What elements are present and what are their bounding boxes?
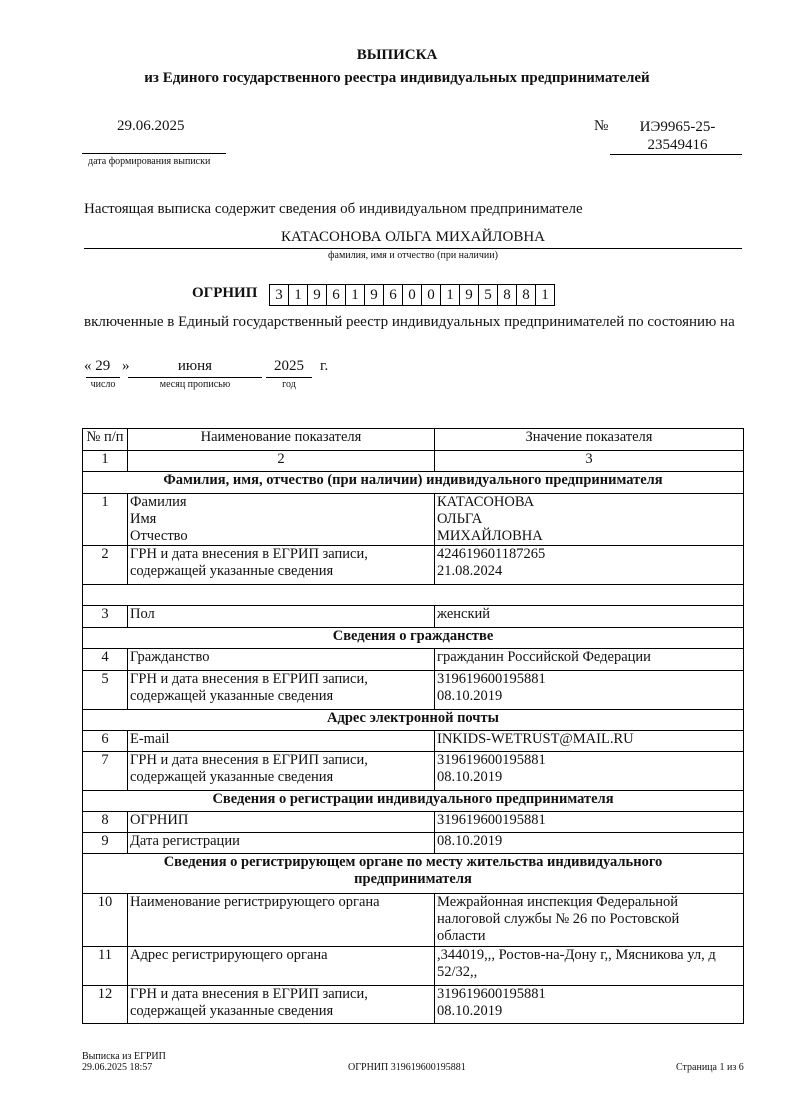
ogrnip-digit: 8 [498, 284, 517, 306]
row-name-line: ГРН и дата внесения в ЕГРИП записи, [130, 752, 368, 768]
section-row [83, 791, 744, 812]
row-value [435, 546, 744, 585]
as-of-year: 2025 [274, 358, 304, 374]
footer-doc-name: Выписка из ЕГРИП [82, 1051, 166, 1062]
row-value: 319619600195881 [435, 812, 744, 833]
row-name: E-mail [128, 731, 435, 752]
row-number: 4 [83, 649, 128, 671]
included-text: включенные в Единый государственный реестр индивидуальных предпринимателей по состоянию на [84, 314, 735, 330]
row-name: ОГРНИП [128, 812, 435, 833]
row-name: Пол [128, 606, 435, 628]
egrip-data-table [82, 428, 744, 1024]
header-number: № п/п [83, 429, 128, 451]
section-reg-authority: Сведения о регистрирующем органе по месту жительства индивидуального предпринимателя [83, 854, 744, 894]
row-name [128, 752, 435, 791]
grn-value: 319619600195881 [437, 986, 546, 1002]
table-row [83, 606, 744, 628]
table-row [83, 546, 744, 585]
header-indicator-value: Значение показателя [435, 429, 744, 451]
row-number: 6 [83, 731, 128, 752]
extract-number-line1: ИЭ9965-25- [639, 119, 716, 135]
table-row [83, 986, 744, 1024]
row-number: 11 [83, 947, 128, 986]
row-value [435, 494, 744, 546]
authority-address-value: ,344019,,, Ростов-на-Дону г,, Мясникова ул, д 52/32,, [435, 947, 744, 986]
extract-number [620, 118, 735, 154]
col-number: 2 [128, 451, 435, 472]
section-row [83, 472, 744, 494]
footer-timestamp: 29.06.2025 18:57 [82, 1062, 153, 1073]
year-caption: год [282, 379, 296, 390]
table-row [83, 833, 744, 854]
ogrnip-digit: 1 [536, 284, 555, 306]
table-header-row [83, 429, 744, 451]
section-row [83, 710, 744, 731]
column-number-row [83, 451, 744, 472]
patronymic-value: МИХАЙЛОВНА [437, 528, 543, 544]
day-underline [86, 377, 120, 378]
row-name [128, 986, 435, 1024]
row-value: 08.10.2019 [435, 833, 744, 854]
grn-date-value: 08.10.2019 [437, 1003, 503, 1019]
ogrnip-digit: 1 [346, 284, 365, 306]
row-name: Адрес регистрирующего органа [128, 947, 435, 986]
as-of-month: июня [177, 358, 213, 374]
month-underline [128, 377, 262, 378]
row-number: 1 [83, 494, 128, 546]
col-number: 1 [83, 451, 128, 472]
empty-row [83, 585, 744, 606]
table-row [83, 752, 744, 791]
row-value [435, 986, 744, 1024]
email-value: INKIDS-WETRUST@MAIL.RU [435, 731, 744, 752]
row-name-line: ГРН и дата внесения в ЕГРИП записи, [130, 546, 368, 562]
patronymic-label: Отчество [130, 528, 188, 544]
row-name [128, 671, 435, 710]
section-registration: Сведения о регистрации индивидуального предпринимателя [83, 791, 744, 812]
section-fio: Фамилия, имя, отчество (при наличии) индивидуального предпринимателя [83, 472, 744, 494]
year-suffix: г. [320, 358, 329, 374]
table-row [83, 649, 744, 671]
row-value: гражданин Российской Федерации [435, 649, 744, 671]
number-underline [610, 154, 742, 155]
row-name-line: содержащей указанные сведения [130, 688, 334, 704]
grn-value: 424619601187265 [437, 546, 546, 562]
row-number: 10 [83, 894, 128, 947]
row-name-line: содержащей указанные сведения [130, 563, 334, 579]
table-row [83, 671, 744, 710]
open-quote: « [84, 358, 92, 374]
row-value [435, 671, 744, 710]
ogrnip-label: ОГРНИП [192, 285, 258, 301]
col-number: 3 [435, 451, 744, 472]
ogrnip-digit: 0 [403, 284, 422, 306]
number-sign: № [594, 118, 609, 134]
table-row [83, 947, 744, 986]
extract-number-line2: 23549416 [647, 137, 708, 153]
section-row [83, 628, 744, 649]
empty-cell [83, 585, 744, 606]
name-underline [84, 248, 742, 249]
ogrnip-digit-boxes [269, 284, 555, 306]
header-indicator-name: Наименование показателя [128, 429, 435, 451]
ogrnip-digit: 3 [270, 284, 289, 306]
row-name [128, 494, 435, 546]
name-caption: фамилия, имя и отчество (при наличии) [328, 250, 498, 261]
ogrnip-digit: 1 [441, 284, 460, 306]
footer-left [82, 1051, 166, 1073]
grn-value: 319619600195881 [437, 752, 546, 768]
row-name: Дата регистрации [128, 833, 435, 854]
table-row [83, 494, 744, 546]
day-caption: число [90, 379, 116, 390]
document-title: ВЫПИСКА [356, 47, 438, 63]
footer-ogrnip: ОГРНИП 319619600195881 [348, 1062, 466, 1073]
surname-value: КАТАСОНОВА [437, 494, 535, 510]
as-of-day [84, 358, 110, 375]
entrepreneur-name: КАТАСОНОВА ОЛЬГА МИХАЙЛОВНА [280, 229, 545, 245]
table-row [83, 894, 744, 947]
row-number: 7 [83, 752, 128, 791]
grn-value: 319619600195881 [437, 671, 546, 687]
row-name-line: ГРН и дата внесения в ЕГРИП записи, [130, 986, 368, 1002]
table-row [83, 812, 744, 833]
ogrnip-digit: 0 [422, 284, 441, 306]
month-caption: месяц прописью [159, 379, 231, 390]
surname-label: Фамилия [130, 494, 187, 510]
firstname-value: ОЛЬГА [437, 511, 483, 527]
year-underline [266, 377, 312, 378]
firstname-label: Имя [130, 511, 157, 527]
row-name: Наименование регистрирующего органа [128, 894, 435, 947]
section-citizenship: Сведения о гражданстве [83, 628, 744, 649]
document-subtitle: из Единого государственного реестра индивидуальных предпринимателей [144, 70, 650, 86]
section-email: Адрес электронной почты [83, 710, 744, 731]
row-value: женский [435, 606, 744, 628]
row-value [435, 752, 744, 791]
ogrnip-digit: 9 [460, 284, 479, 306]
row-name [128, 546, 435, 585]
table-row [83, 731, 744, 752]
ogrnip-digit: 6 [384, 284, 403, 306]
row-name-line: содержащей указанные сведения [130, 1003, 334, 1019]
ogrnip-digit: 1 [289, 284, 308, 306]
row-number: 8 [83, 812, 128, 833]
row-number: 5 [83, 671, 128, 710]
ogrnip-digit: 6 [327, 284, 346, 306]
ogrnip-digit: 8 [517, 284, 536, 306]
issue-date: 29.06.2025 [117, 118, 185, 134]
row-number: 2 [83, 546, 128, 585]
row-number: 3 [83, 606, 128, 628]
row-number: 12 [83, 986, 128, 1024]
ogrnip-digit: 9 [308, 284, 327, 306]
date-underline [82, 153, 226, 154]
grn-date-value: 08.10.2019 [437, 688, 503, 704]
ogrnip-digit: 5 [479, 284, 498, 306]
section-row [83, 854, 744, 894]
issue-date-caption: дата формирования выписки [88, 156, 211, 167]
row-name: Гражданство [128, 649, 435, 671]
intro-text: Настоящая выписка содержит сведения об индивидуальном предпринимателе [84, 201, 583, 217]
row-number: 9 [83, 833, 128, 854]
row-name-line: содержащей указанные сведения [130, 769, 334, 785]
authority-name-value: Межрайонная инспекция Федеральной налоговой службы № 26 по Ростовской области [435, 894, 744, 947]
close-quote: » [122, 358, 130, 374]
ogrnip-digit: 9 [365, 284, 384, 306]
day-value: 29 [95, 358, 111, 374]
grn-date-value: 21.08.2024 [437, 563, 503, 579]
footer-page-number: Страница 1 из 6 [676, 1062, 744, 1073]
row-name-line: ГРН и дата внесения в ЕГРИП записи, [130, 671, 368, 687]
grn-date-value: 08.10.2019 [437, 769, 503, 785]
